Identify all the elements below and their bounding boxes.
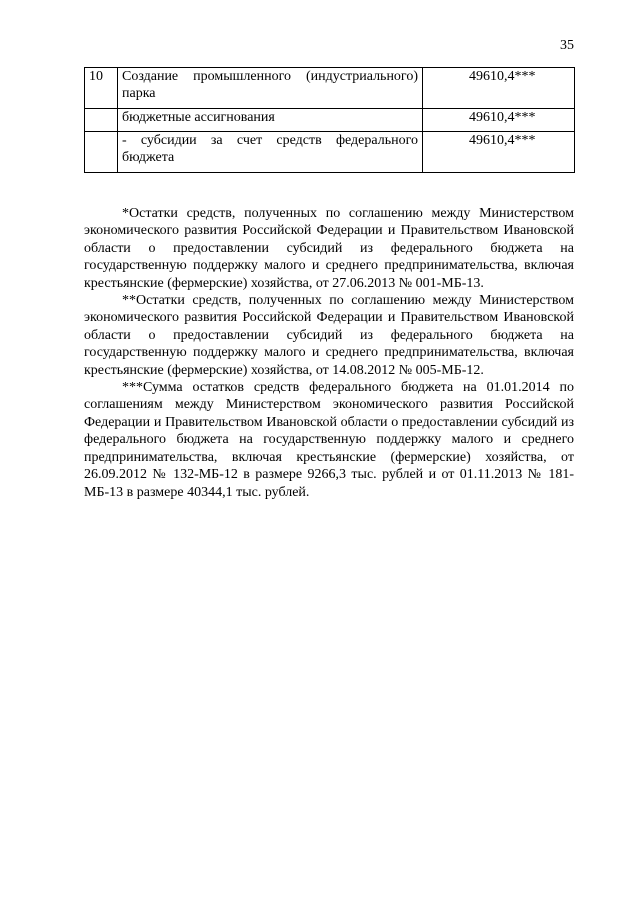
page-number: 35	[560, 38, 574, 53]
row-amount-cell: 49610,4***	[423, 68, 575, 109]
row-name-cell: - субсидии за счет средств федерального бюджета	[118, 132, 423, 173]
footnote-3: ***Сумма остатков средств федерального бюджета на 01.01.2014 по соглашениям между Министерством экономического развития Российской Федерации и Правительством Ивановской области о предоставлении субсидий из федерального бюджета на государственную поддержку малого и среднего предпринимательства, включая крестьянские (фермерские) хозяйства, от 26.09.2012 № 132-МБ-12 в размере 9266,3 тыс. рублей и от 01.11.2013 № 181-МБ-13 в размере 40344,1 тыс. рублей.	[84, 380, 574, 500]
row-amount-cell: 49610,4***	[423, 109, 575, 132]
footnote-2: **Остатки средств, полученных по соглашению между Министерством экономического развития Российской Федерации и Правительством Ивановской области о предоставлении субсидий из федерального бюджета на государственную поддержку малого и среднего предпринимательства, включая крестьянские (фермерские) хозяйства, от 14.08.2012 № 005-МБ-12.	[84, 293, 574, 378]
row-number-cell	[85, 109, 118, 132]
table-row	[85, 109, 575, 132]
budget-table	[84, 67, 575, 173]
row-name-cell: бюджетные ассигнования	[118, 109, 423, 132]
footnote-1: *Остатки средств, полученных по соглашению между Министерством экономического развития Российской Федерации и Правительством Ивановской области о предоставлении субсидий из федерального бюджета на государственную поддержку малого и среднего предпринимательства, включая крестьянские (фермерские) хозяйства, от 27.06.2013 № 001-МБ-13.	[84, 206, 574, 291]
footnotes	[84, 205, 574, 501]
table-row	[85, 68, 575, 109]
table-row	[85, 132, 575, 173]
row-number-cell	[85, 132, 118, 173]
row-number-cell: 10	[85, 68, 118, 109]
row-amount-cell: 49610,4***	[423, 132, 575, 173]
row-name-cell: Создание промышленного (индустриального) парка	[118, 68, 423, 109]
